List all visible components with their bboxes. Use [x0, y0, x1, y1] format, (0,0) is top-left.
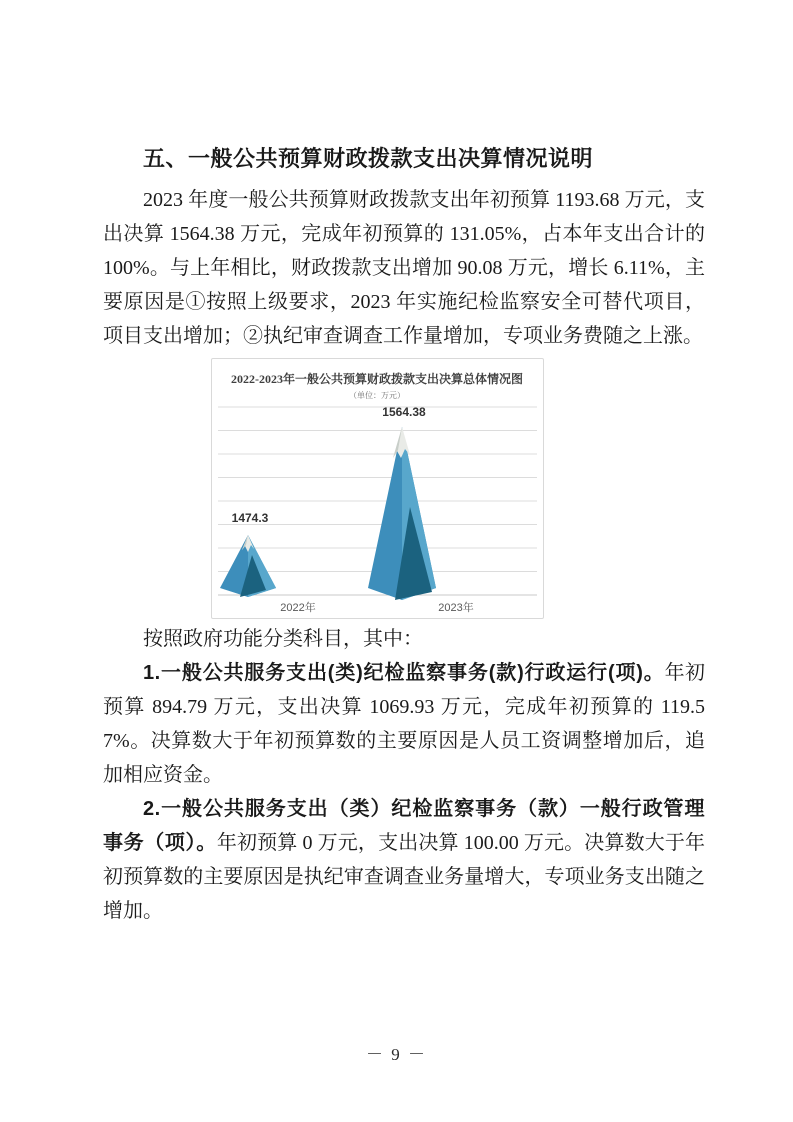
value-label-2022: 1474.3 [231, 511, 269, 525]
pyramid-2023 [368, 427, 436, 600]
pyramid-2022 [220, 535, 276, 597]
pyramid-chart-svg [212, 359, 543, 618]
expenditure-pyramid-chart [211, 358, 544, 619]
section-heading: 五、一般公共预算财政拨款支出决算情况说明 [143, 146, 594, 171]
page-number: － 9 － [366, 1045, 427, 1064]
item-1-text: 年初预算 894.79 万元，支出决算 1069.93 万元，完成年初预算的 119.57%。决算数大于年初预算数的主要原因是人员工资调整增加后，追加相应资金。 [103, 662, 706, 786]
category-label-2023: 2023年 [438, 602, 474, 614]
item-2-bold-heading: 2.一般公共服务支出（类）纪检监察事务（款）一般行政管理事务（项）。 [103, 798, 705, 854]
item-2-text: 年初预算 0 万元，支出决算 100.00 万元。决算数大于年初预算数的主要原因是执纪审查调查业务量增大，专项业务支出随之增加。 [103, 832, 706, 922]
item-1-bold-heading: 1.一般公共服务支出(类)纪检监察事务(款)行政运行(项)。 [143, 662, 665, 684]
paragraph-item-2 [103, 792, 705, 928]
paragraph-classification: 按照政府功能分类科目，其中： [143, 628, 423, 650]
value-label-2023: 1564.38 [382, 405, 426, 419]
chart-title: 2022-2023年一般公共预算财政拨款支出决算总体情况图 [231, 372, 523, 386]
document-content [103, 146, 705, 928]
category-label-2022: 2022年 [280, 602, 316, 614]
chart-subtitle: （单位：万元） [349, 391, 405, 400]
paragraph-item-1 [103, 656, 705, 792]
paragraph-overview: 2023 年度一般公共预算财政拨款支出年初预算 1193.68 万元，支出决算 1564.38 万元，完成年初预算的 131.05%，占本年支出合计的 100%。与上年相比，财政拨款支出增加 90.08 万元，增长 6.11%，主要原因是①按照上级要求，2023 年实施纪检监察安全可替代项目，项目支出增加；②执纪审查调查工作量增加，专项业务费随之上涨。 [103, 189, 705, 347]
